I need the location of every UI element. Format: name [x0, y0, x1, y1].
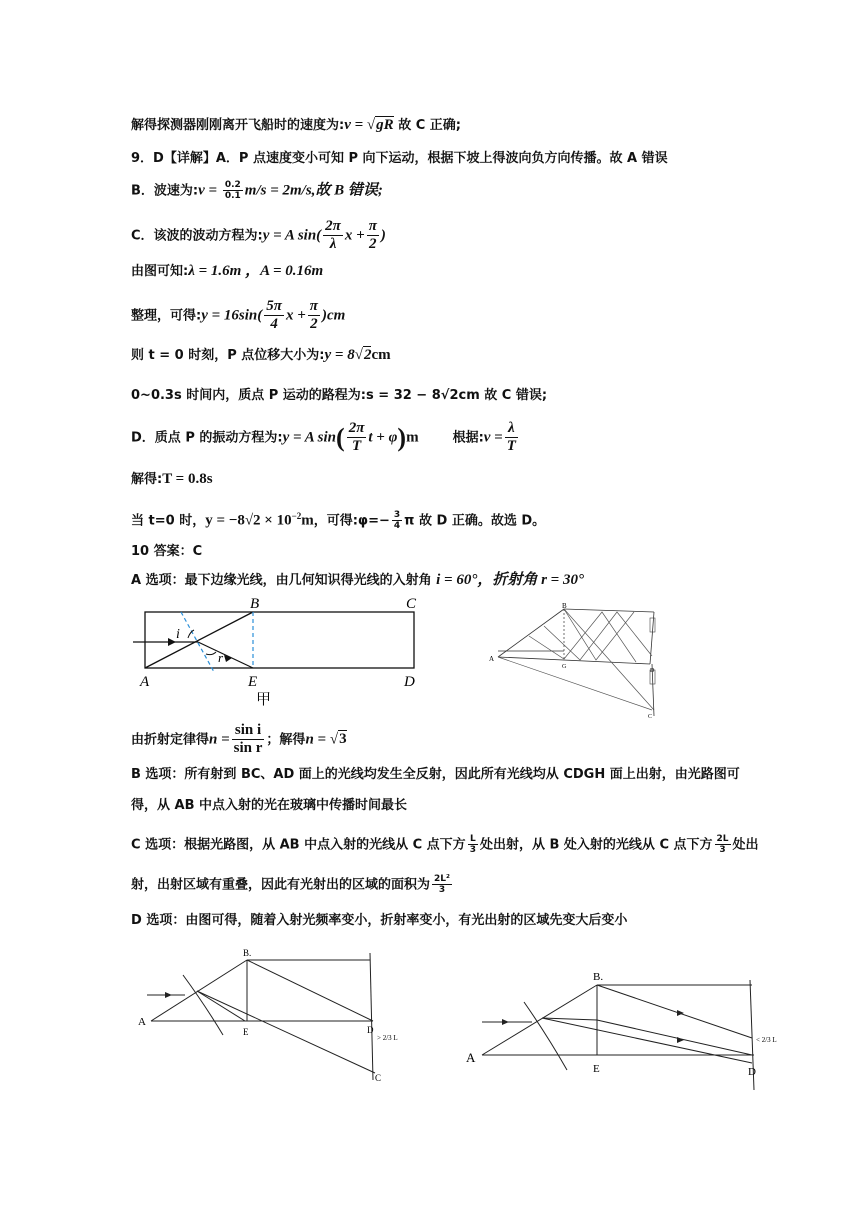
line-option-c-2	[131, 874, 454, 896]
math: y = A sin(	[262, 227, 322, 244]
text: ；解得	[266, 732, 306, 748]
line-velocity-result: 解得探测器刚刚离开飞船时的速度为:v = √gR 故 C 正确;	[131, 117, 461, 133]
text: 根据:	[452, 430, 484, 446]
math: m	[406, 429, 419, 446]
line-option-d: D 选项：由图可得，随着入射光频率变小，折射率变小，有光出射的区域先变大后变小	[131, 913, 628, 928]
math: cm	[371, 347, 391, 363]
math: m	[301, 512, 314, 529]
math: y = 16sin(	[201, 307, 263, 324]
math: T = 0.8s	[162, 471, 213, 487]
label-b: B	[562, 602, 567, 610]
label-c: C	[375, 1073, 382, 1083]
label-e: E	[593, 1063, 600, 1075]
arrow-icon	[677, 1037, 684, 1043]
incident-face	[151, 960, 247, 1021]
text: 由图可知:	[131, 264, 189, 279]
ray	[597, 985, 752, 1038]
label-b: B	[250, 596, 260, 612]
text: B．波速为:	[131, 183, 199, 199]
math: n =	[209, 731, 230, 748]
ray	[247, 960, 373, 1021]
math: x +	[344, 227, 365, 244]
label-a: A	[489, 655, 495, 663]
label-d: D	[404, 674, 415, 690]
text: 故 C 正确;	[393, 118, 461, 133]
fraction-den: 3	[719, 845, 726, 856]
label-r: r	[218, 650, 224, 665]
line-option-b-2: 得，从 AB 中点入射的光在玻璃中传播时间最长	[131, 798, 408, 813]
line-phase	[131, 510, 545, 532]
q9-heading: 9．D【详解】A．P 点速度变小可知 P 向下运动，根据下坡上得波向负方向传播。故 A 错误	[131, 151, 668, 166]
fraction-num: 3	[393, 510, 401, 520]
text: 解得探测器刚刚离开飞船时的速度为:	[131, 118, 345, 133]
text: 则 t = 0 时刻，P 点位移大小为:	[131, 348, 325, 363]
arrow-icon	[165, 992, 172, 998]
extended-ray	[498, 657, 652, 710]
figure-handdrawn-right	[462, 960, 777, 1100]
label-a: A	[466, 1050, 476, 1065]
label-c: C	[648, 714, 653, 720]
math: t + φ	[368, 429, 398, 446]
line-simplified	[131, 298, 345, 334]
text: 故 D 正确。故选 D。	[414, 513, 546, 529]
normal-arc	[183, 975, 223, 1035]
text: 射，出射区域有重叠，因此有光射出的区域的面积为	[131, 877, 431, 893]
label-d: D	[748, 1066, 756, 1078]
normal-arc	[524, 1002, 567, 1070]
line-path-length: 0~0.3s 时间内，质点 P 运动的路程为:s = 32 − 8√2cm 故 C 错误;	[131, 388, 548, 403]
math-exponent: −2	[291, 511, 302, 522]
refracted-ray	[198, 642, 253, 668]
line-wave-speed	[131, 180, 383, 202]
label-i: i	[176, 627, 180, 642]
text: A 选项：最下边缘光线，由几何知识得光线的入射角	[131, 573, 437, 588]
line-period	[131, 472, 213, 487]
math: m/s = 2m/s,故 B 错误;	[244, 182, 383, 199]
zigzag-ray	[529, 612, 636, 662]
text: D．质点 P 的振动方程为:	[131, 430, 283, 446]
figure-prism-diagram	[128, 592, 428, 710]
label-d: D	[367, 1025, 374, 1035]
fraction-num: 2L	[716, 834, 729, 844]
line-option-b-1: B 选项：所有射到 BC、AD 面上的光线均发生全反射，因此所有光线均从 CDGH 面上出射，由光路图可	[131, 767, 740, 782]
math: y = −8√2 × 10	[205, 512, 292, 529]
label-e: E	[243, 1027, 249, 1037]
top-face	[564, 609, 654, 612]
math: π	[404, 513, 415, 529]
figure-caption: 甲	[256, 692, 272, 708]
label-e: E	[248, 674, 258, 690]
label-b: B.	[243, 948, 252, 958]
line-vibration-equation: D．质点 P 的振动方程为:y = A sin( $\frac{2\pi}{T}$ t + φ)m 根据:v = $\frac{\lambda}{T}$	[131, 420, 516, 455]
bottom-face	[498, 657, 650, 664]
fraction-den: sin r	[233, 740, 263, 757]
math: n =	[305, 731, 330, 748]
math: λ = 1.6m ，A = 0.16m	[188, 263, 324, 279]
math: v =	[344, 117, 367, 133]
math: )	[380, 227, 386, 244]
math: v =	[198, 182, 221, 199]
line-refraction-law: 由折射定律得n = $\frac{\text{sin i}}{\text{sin r}}$ ；解得n = √3	[131, 722, 347, 757]
fraction-den: 2	[369, 236, 377, 253]
fraction-num: λ	[505, 420, 518, 438]
text: 解得:	[131, 472, 163, 487]
label-a: A	[140, 674, 150, 690]
arrow-icon	[677, 1010, 684, 1016]
math: x +	[285, 307, 306, 324]
fraction-den: 4	[393, 521, 401, 532]
text: C．该波的波动方程为:	[131, 228, 263, 244]
exit-face	[370, 953, 373, 1080]
fraction-num: 0.2	[224, 180, 241, 190]
angle-arc-r	[206, 652, 216, 655]
fraction-num: sin i	[232, 722, 265, 740]
ray	[597, 1020, 752, 1055]
label-d: D	[650, 668, 655, 674]
math: )cm	[321, 307, 346, 324]
line-wave-equation	[131, 218, 386, 254]
fraction-num: L	[468, 834, 478, 845]
fraction-den: T	[506, 438, 516, 455]
label-g: G	[562, 664, 567, 670]
exit-face	[650, 612, 654, 664]
fraction-num: 2π	[347, 420, 367, 438]
zigzag-ray	[564, 609, 634, 660]
fraction-den: 0.1	[224, 191, 241, 202]
label-a: A	[138, 1016, 146, 1028]
fraction-den: λ	[329, 236, 337, 253]
math: i = 60°，折射角 r = 30°	[436, 572, 584, 588]
text: 处出	[732, 837, 759, 853]
text: C 选项：根据光路图，从 AB 中点入射的光线从 C 点下方	[131, 837, 466, 853]
math-radicand: 3	[339, 731, 347, 748]
fraction-num: 2π	[323, 218, 343, 236]
q10-heading: 10 答案：C	[131, 544, 203, 559]
annotation-lt-two-thirds-l: < 2/3 L	[756, 1036, 777, 1044]
ray	[197, 991, 375, 1073]
zigzag-ray	[544, 612, 652, 660]
fraction-num: π	[308, 298, 320, 316]
math-radicand: gR	[376, 117, 394, 133]
fraction-den: 4	[270, 316, 278, 333]
fraction-den: T	[351, 438, 362, 455]
text: 整理，可得:	[131, 308, 202, 324]
ray	[542, 1018, 752, 1063]
incident-face	[145, 612, 253, 668]
incident-face	[498, 609, 564, 657]
text: 当 t=0 时，	[131, 513, 206, 529]
text: 处出射，从 B 处入射的光线从 C 点下方	[479, 837, 713, 853]
arrow-icon	[168, 638, 176, 646]
line-displacement: 则 t = 0 时刻，P 点位移大小为:y = 8√2cm	[131, 347, 391, 363]
text: 由折射定律得	[131, 732, 210, 748]
fraction-num: 5π	[264, 298, 284, 316]
incident-face	[482, 985, 597, 1055]
line-option-a	[131, 573, 584, 588]
math: y = 8	[324, 347, 355, 363]
math: y = A sin	[282, 429, 337, 446]
fraction-num: π	[367, 218, 379, 236]
line-from-graph	[131, 264, 323, 279]
label-b: B.	[593, 971, 604, 983]
math: v =	[483, 429, 503, 446]
arrow-icon	[502, 1019, 509, 1025]
figure-handdrawn-paths	[484, 602, 684, 721]
line-option-c-1	[131, 834, 759, 856]
fraction-num: 2L²	[434, 874, 450, 884]
fraction-den: 2	[310, 316, 318, 333]
annotation-gt-two-thirds-l: > 2/3 L	[377, 1034, 398, 1042]
math-radicand: 2	[363, 347, 372, 363]
figure-handdrawn-left	[135, 945, 410, 1085]
fraction-den: 3	[469, 845, 476, 856]
label-c: C	[406, 596, 417, 612]
text: ，可得:φ=−	[313, 513, 390, 529]
fraction-den: 3	[438, 885, 446, 896]
